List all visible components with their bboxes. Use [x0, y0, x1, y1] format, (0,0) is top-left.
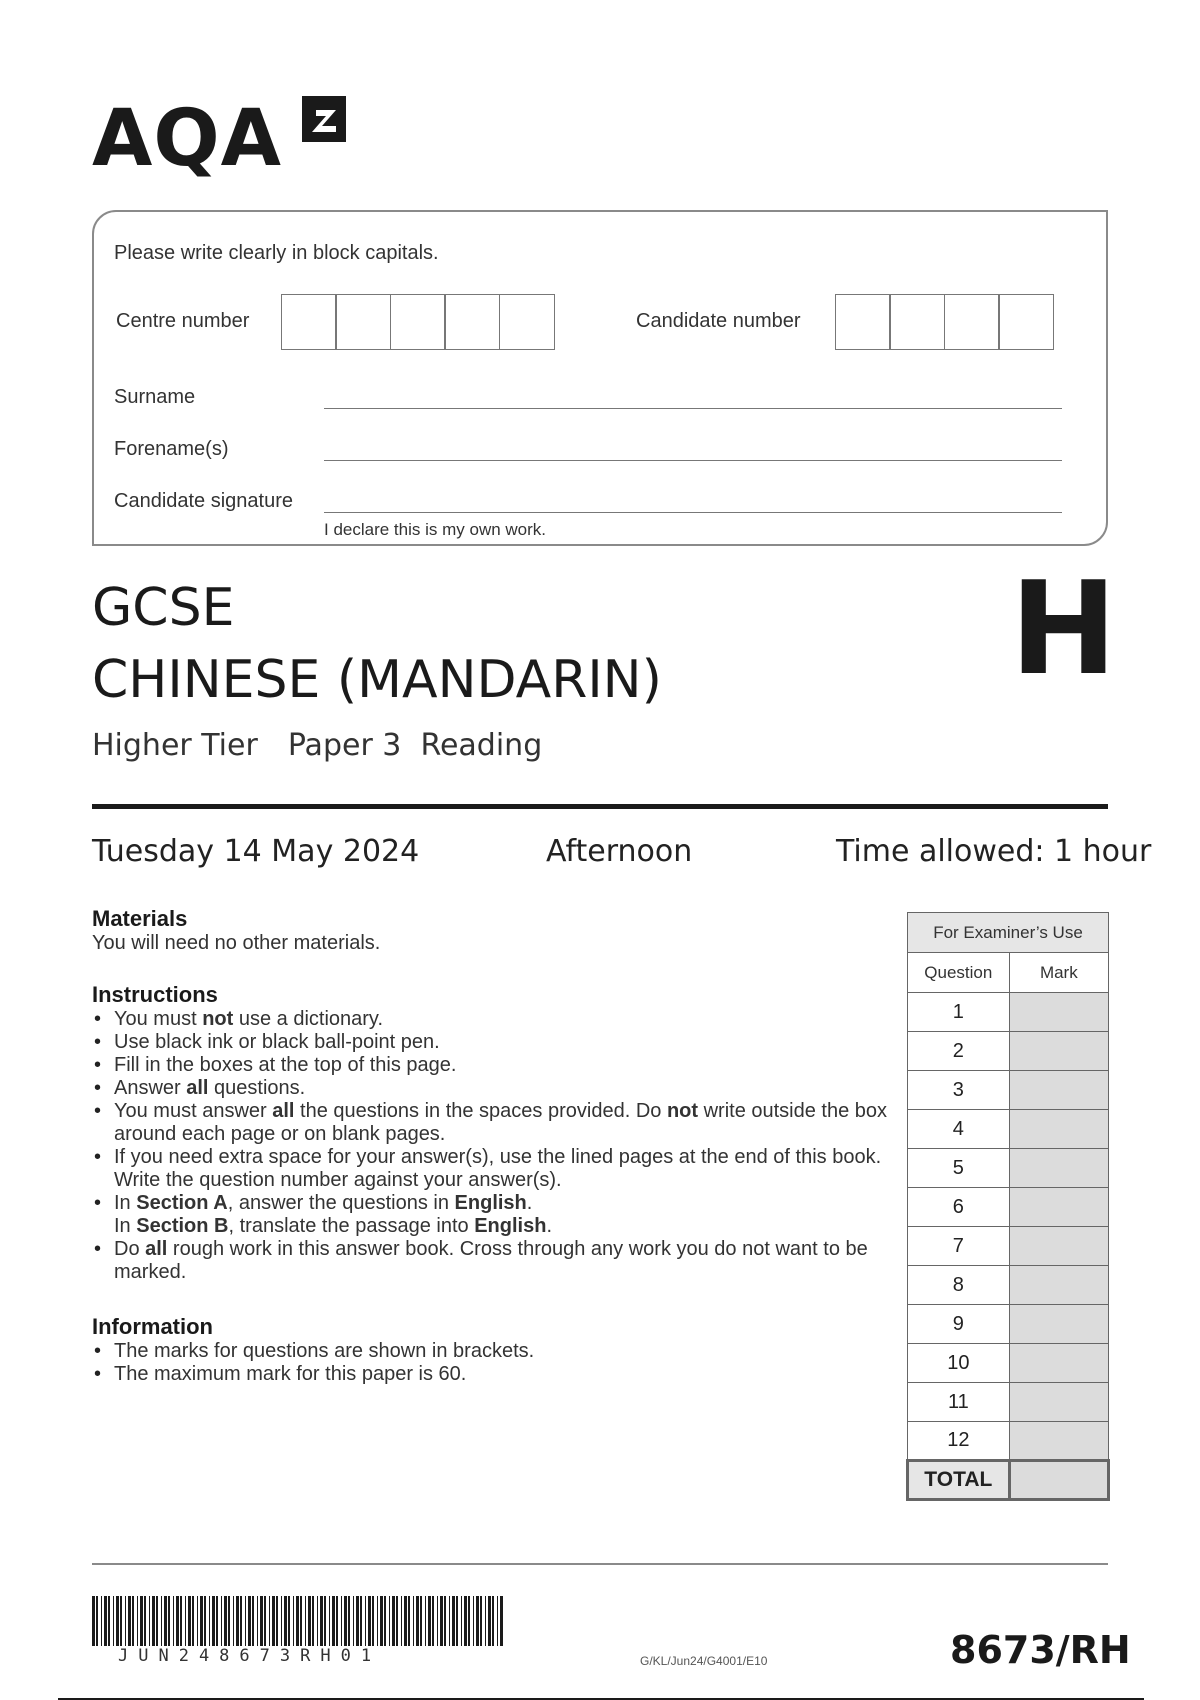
barcode-bar [473, 1596, 474, 1646]
paper-label: Paper 3 Reading [287, 728, 543, 763]
mark-cell[interactable] [1009, 1344, 1108, 1383]
barcode-bar [365, 1596, 366, 1646]
barcode-bar [296, 1596, 299, 1646]
surname-field[interactable] [324, 408, 1062, 409]
barcode-bar [476, 1596, 479, 1646]
barcode-bar [108, 1596, 110, 1646]
question-number: 2 [908, 1032, 1010, 1071]
barcode-bar [288, 1596, 290, 1646]
title-divider [92, 804, 1108, 809]
aqa-logo-mark-icon [296, 92, 352, 148]
instruction-item: • Do all rough work in this answer book. Cross through any work you do not want to be marked. [92, 1238, 892, 1284]
block-capitals-instruction: Please write clearly in block capitals. [114, 242, 439, 264]
barcode-bar [389, 1596, 390, 1646]
instruction-item: • If you need extra space for your answer(s), use the lined pages at the end of this book. Write the question number against your answer(s). [92, 1146, 892, 1192]
barcode-bar [125, 1596, 126, 1646]
barcode-bar [144, 1596, 146, 1646]
barcode-bar [500, 1596, 503, 1646]
forenames-label: Forename(s) [114, 438, 229, 460]
barcode-bar [308, 1596, 311, 1646]
barcode-bar [437, 1596, 438, 1646]
examiners-use-table [906, 912, 1110, 1501]
instructions-list [92, 1008, 892, 1284]
barcode-bar [329, 1596, 330, 1646]
question-number: 10 [908, 1344, 1010, 1383]
barcode-bar [161, 1596, 162, 1646]
total-row [908, 1461, 1109, 1500]
barcode-bar [276, 1596, 278, 1646]
barcode-bar [336, 1596, 338, 1646]
table-row [908, 1149, 1109, 1188]
question-number: 3 [908, 1071, 1010, 1110]
question-number: 12 [908, 1422, 1010, 1461]
barcode-bar [216, 1596, 218, 1646]
materials-heading: Materials [92, 906, 188, 931]
barcode-bar [212, 1596, 215, 1646]
surname-label: Surname [114, 386, 196, 408]
barcode-bar [96, 1596, 98, 1646]
paper-code: 8673/RH [950, 1628, 1131, 1672]
mark-cell[interactable] [1009, 1227, 1108, 1266]
barcode-bar [293, 1596, 294, 1646]
barcode-bar [245, 1596, 246, 1646]
barcode-bar [156, 1596, 158, 1646]
instructions-heading: Instructions [92, 982, 218, 1007]
table-row [908, 1110, 1109, 1149]
barcode-bar [425, 1596, 426, 1646]
question-number: 5 [908, 1149, 1010, 1188]
aqa-logo: AQA [92, 94, 283, 184]
barcode-bar [497, 1596, 498, 1646]
candidate-number-boxes[interactable] [836, 294, 1054, 350]
mark-cell[interactable] [1009, 1422, 1108, 1461]
barcode-bar [428, 1596, 431, 1646]
mark-cell[interactable] [1009, 1383, 1108, 1422]
candidate-number-cell[interactable] [998, 294, 1054, 350]
barcode-bar [92, 1596, 95, 1646]
tier-letter: H [1010, 555, 1118, 704]
total-label: TOTAL [908, 1461, 1010, 1500]
table-row [908, 1344, 1109, 1383]
barcode-bar [240, 1596, 242, 1646]
question-number: 9 [908, 1305, 1010, 1344]
job-reference: G/KL/Jun24/G4001/E10 [640, 1654, 768, 1668]
subject-title: CHINESE (MANDARIN) [92, 650, 662, 710]
instruction-item: • In Section A, answer the questions in English. In Section B, translate the passage into English. [92, 1192, 892, 1238]
barcode-bar [480, 1596, 482, 1646]
barcode-bar [152, 1596, 155, 1646]
centre-number-cell[interactable] [390, 294, 446, 350]
barcode-bar [116, 1596, 119, 1646]
barcode-bar [252, 1596, 254, 1646]
barcode-bar [221, 1596, 222, 1646]
barcode-bar [132, 1596, 134, 1646]
time-allowed: Time allowed: 1 hour [836, 834, 1152, 869]
barcode-bar [360, 1596, 362, 1646]
table-row [908, 993, 1109, 1032]
barcode-bar [101, 1596, 102, 1646]
barcode-bar [300, 1596, 302, 1646]
centre-number-boxes[interactable] [282, 294, 555, 350]
centre-number-cell[interactable] [335, 294, 391, 350]
barcode-bar [452, 1596, 455, 1646]
barcode-bar [176, 1596, 179, 1646]
barcode-bar [185, 1596, 186, 1646]
barcode-bar [444, 1596, 446, 1646]
barcode-bar [209, 1596, 210, 1646]
barcode-bar [416, 1596, 419, 1646]
barcode-bar [408, 1596, 410, 1646]
table-row [908, 1266, 1109, 1305]
barcode-bar [456, 1596, 458, 1646]
barcode-bar [312, 1596, 314, 1646]
information-item: • The maximum mark for this paper is 60. [92, 1363, 892, 1386]
barcode-bar [272, 1596, 275, 1646]
centre-number-label: Centre number [116, 310, 250, 332]
instruction-item: • Fill in the boxes at the top of this page. [92, 1054, 892, 1077]
barcode-bar [236, 1596, 239, 1646]
barcode-bar [353, 1596, 354, 1646]
barcode-bar [401, 1596, 402, 1646]
barcode-bar [440, 1596, 443, 1646]
barcode-bar [317, 1596, 318, 1646]
mark-column-header: Mark [1009, 953, 1108, 993]
candidate-number-cell[interactable] [944, 294, 1000, 350]
barcode [92, 1596, 504, 1646]
barcode-bar [197, 1596, 198, 1646]
barcode-bar [188, 1596, 191, 1646]
barcode-bar [344, 1596, 347, 1646]
mark-cell[interactable] [1009, 1149, 1108, 1188]
barcode-bar [228, 1596, 230, 1646]
instruction-item: • You must not use a dictionary. [92, 1008, 892, 1031]
barcode-bar [392, 1596, 395, 1646]
barcode-bar [488, 1596, 491, 1646]
question-number: 8 [908, 1266, 1010, 1305]
mark-cell[interactable] [1009, 993, 1108, 1032]
barcode-bar [104, 1596, 107, 1646]
barcode-bar [468, 1596, 470, 1646]
materials-text: You will need no other materials. [92, 932, 381, 954]
question-number: 6 [908, 1188, 1010, 1227]
barcode-bar [492, 1596, 494, 1646]
materials-section [92, 906, 892, 955]
declaration-text: I declare this is my own work. [324, 520, 547, 539]
barcode-bar [380, 1596, 383, 1646]
barcode-bar [464, 1596, 467, 1646]
candidate-number-cell[interactable] [835, 294, 891, 350]
table-row [908, 1305, 1109, 1344]
table-row [908, 1188, 1109, 1227]
signature-field[interactable] [324, 512, 1062, 513]
barcode-bar [341, 1596, 342, 1646]
qualification-title: GCSE [92, 578, 235, 638]
barcode-bar [204, 1596, 206, 1646]
question-number: 11 [908, 1383, 1010, 1422]
barcode-bar [320, 1596, 323, 1646]
barcode-bar [128, 1596, 131, 1646]
barcode-bar [200, 1596, 203, 1646]
information-heading: Information [92, 1314, 213, 1339]
table-row [908, 1422, 1109, 1461]
exam-date: Tuesday 14 May 2024 [92, 834, 420, 869]
barcode-bar [192, 1596, 194, 1646]
barcode-bar [257, 1596, 258, 1646]
candidate-number-label: Candidate number [636, 310, 801, 332]
barcode-bar [485, 1596, 486, 1646]
barcode-bar [404, 1596, 407, 1646]
barcode-bar [348, 1596, 350, 1646]
centre-number-cell[interactable] [499, 294, 555, 350]
barcode-bar [180, 1596, 182, 1646]
centre-number-cell[interactable] [444, 294, 500, 350]
table-row [908, 1071, 1109, 1110]
barcode-bar [396, 1596, 398, 1646]
instruction-item: • You must answer all the questions in the spaces provided. Do not write outside the box around each page or on blank pages. [92, 1100, 892, 1146]
mark-cell[interactable] [1009, 1071, 1108, 1110]
mark-cell[interactable] [1009, 1032, 1108, 1071]
exam-session: Afternoon [546, 834, 693, 869]
barcode-bar [269, 1596, 270, 1646]
barcode-bar [140, 1596, 143, 1646]
question-number: 7 [908, 1227, 1010, 1266]
barcode-bar [281, 1596, 282, 1646]
barcode-bar [377, 1596, 378, 1646]
barcode-bar [260, 1596, 263, 1646]
barcode-bar [149, 1596, 150, 1646]
examiners-use-title: For Examiner’s Use [908, 913, 1109, 953]
instructions-section [92, 982, 892, 1284]
barcode-bar [305, 1596, 306, 1646]
barcode-bar [372, 1596, 374, 1646]
barcode-bar [324, 1596, 326, 1646]
barcode-bar [137, 1596, 138, 1646]
table-row [908, 1032, 1109, 1071]
barcode-bar [224, 1596, 227, 1646]
table-row [908, 1227, 1109, 1266]
instruction-item: • Answer all questions. [92, 1077, 892, 1100]
signature-label: Candidate signature [114, 490, 294, 512]
centre-number-cell[interactable] [281, 294, 337, 350]
barcode-bar [173, 1596, 174, 1646]
barcode-bar [356, 1596, 359, 1646]
question-number: 1 [908, 993, 1010, 1032]
mark-cell[interactable] [1009, 1110, 1108, 1149]
mark-cell[interactable] [1009, 1305, 1108, 1344]
barcode-bar [461, 1596, 462, 1646]
total-mark-cell[interactable] [1009, 1461, 1108, 1500]
barcode-bar [233, 1596, 234, 1646]
tier-paper-line [92, 728, 542, 763]
barcode-bar [113, 1596, 114, 1646]
barcode-bar [384, 1596, 386, 1646]
information-list [92, 1340, 892, 1386]
barcode-bar [368, 1596, 371, 1646]
barcode-bar [248, 1596, 251, 1646]
mark-cell[interactable] [1009, 1188, 1108, 1227]
barcode-bar [164, 1596, 167, 1646]
table-row [908, 1383, 1109, 1422]
barcode-bar [168, 1596, 170, 1646]
barcode-bar [332, 1596, 335, 1646]
forenames-field[interactable] [324, 460, 1062, 461]
candidate-number-cell[interactable] [889, 294, 945, 350]
barcode-bar [284, 1596, 287, 1646]
mark-cell[interactable] [1009, 1266, 1108, 1305]
barcode-bar [264, 1596, 266, 1646]
barcode-bar [413, 1596, 414, 1646]
barcode-bar [420, 1596, 422, 1646]
barcode-bar [449, 1596, 450, 1646]
barcode-text: JUN248673RH01 [118, 1646, 382, 1666]
footer-divider [92, 1563, 1108, 1565]
instruction-item: • Use black ink or black ball-point pen. [92, 1031, 892, 1054]
tier-label: Higher Tier [92, 728, 258, 763]
question-column-header: Question [908, 953, 1010, 993]
barcode-bar [432, 1596, 434, 1646]
question-number: 4 [908, 1110, 1010, 1149]
information-item: • The marks for questions are shown in brackets. [92, 1340, 892, 1363]
barcode-bar [120, 1596, 122, 1646]
information-section [92, 1314, 892, 1386]
